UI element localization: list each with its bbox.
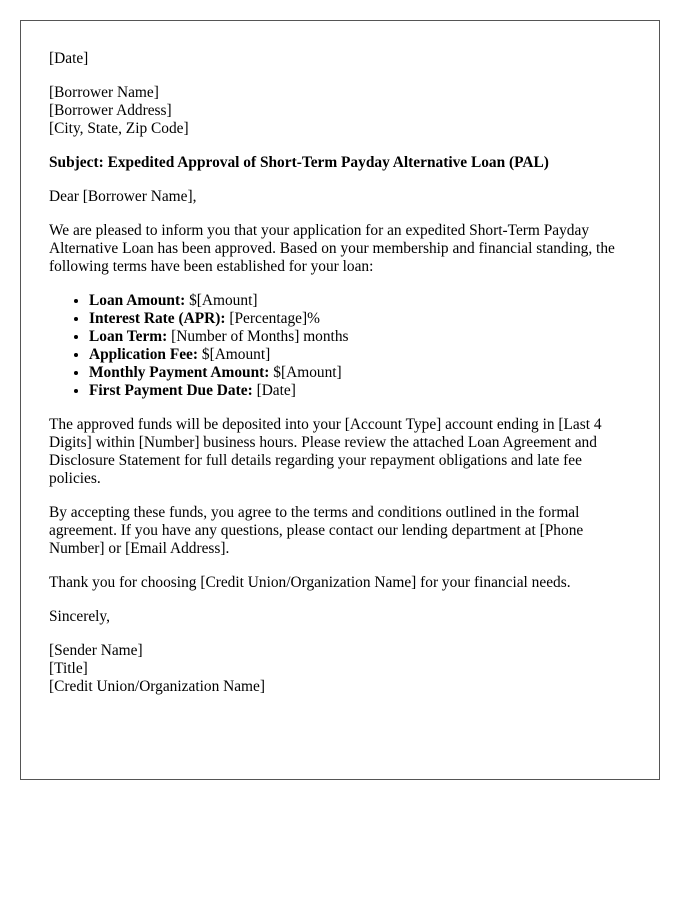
term-label: Monthly Payment Amount: bbox=[89, 364, 270, 381]
list-item bbox=[89, 382, 631, 400]
subject-line bbox=[49, 154, 631, 172]
term-label: Loan Term: bbox=[89, 328, 168, 345]
recipient-block bbox=[49, 84, 631, 138]
term-value: $[Amount] bbox=[273, 364, 342, 381]
term-value: $[Amount] bbox=[189, 292, 258, 309]
sender-name: [Sender Name] bbox=[49, 642, 143, 659]
term-label: Loan Amount: bbox=[89, 292, 186, 309]
list-item bbox=[89, 292, 631, 310]
list-item bbox=[89, 364, 631, 382]
recipient-name: [Borrower Name] bbox=[49, 84, 159, 101]
list-item bbox=[89, 328, 631, 346]
signature-block bbox=[49, 642, 631, 696]
term-label: First Payment Due Date: bbox=[89, 382, 253, 399]
sender-organization: [Credit Union/Organization Name] bbox=[49, 678, 265, 695]
term-value: [Date] bbox=[256, 382, 296, 399]
subject-label: Subject: bbox=[49, 154, 104, 171]
term-label: Application Fee: bbox=[89, 346, 199, 363]
list-item bbox=[89, 346, 631, 364]
closing: Sincerely, bbox=[49, 608, 110, 625]
intro-paragraph: We are pleased to inform you that your application for an expedited Short-Term Payday Alternative Loan has been approved. Based on your membership and financial standing, the following terms have been established for your loan: bbox=[49, 222, 615, 275]
letter-page bbox=[20, 20, 660, 780]
recipient-address: [Borrower Address] bbox=[49, 102, 172, 119]
recipient-city-line: [City, State, Zip Code] bbox=[49, 120, 189, 137]
subject-text: Expedited Approval of Short-Term Payday Alternative Loan (PAL) bbox=[107, 154, 549, 171]
salutation: Dear [Borrower Name], bbox=[49, 188, 197, 205]
thanks-paragraph: Thank you for choosing [Credit Union/Organization Name] for your financial needs. bbox=[49, 574, 571, 591]
letter-date: [Date] bbox=[49, 50, 89, 67]
list-item bbox=[89, 310, 631, 328]
term-value: [Percentage]% bbox=[229, 310, 320, 327]
term-label: Interest Rate (APR): bbox=[89, 310, 226, 327]
accept-paragraph: By accepting these funds, you agree to the terms and conditions outlined in the formal agreement. If you have any questions, please contact our lending department at [Phone Number] or [Email Address]. bbox=[49, 504, 584, 557]
term-value: $[Amount] bbox=[201, 346, 271, 363]
loan-terms-list bbox=[49, 292, 631, 400]
sender-title: [Title] bbox=[49, 660, 88, 677]
funds-paragraph: The approved funds will be deposited into your [Account Type] account ending in [Last 4 Digits] within [Number] business hours. Please review the attached Loan Agreement and Disclosure Statement for full details regarding your repayment obligations and late fee policies. bbox=[49, 416, 602, 487]
term-value: [Number of Months] months bbox=[171, 328, 349, 345]
